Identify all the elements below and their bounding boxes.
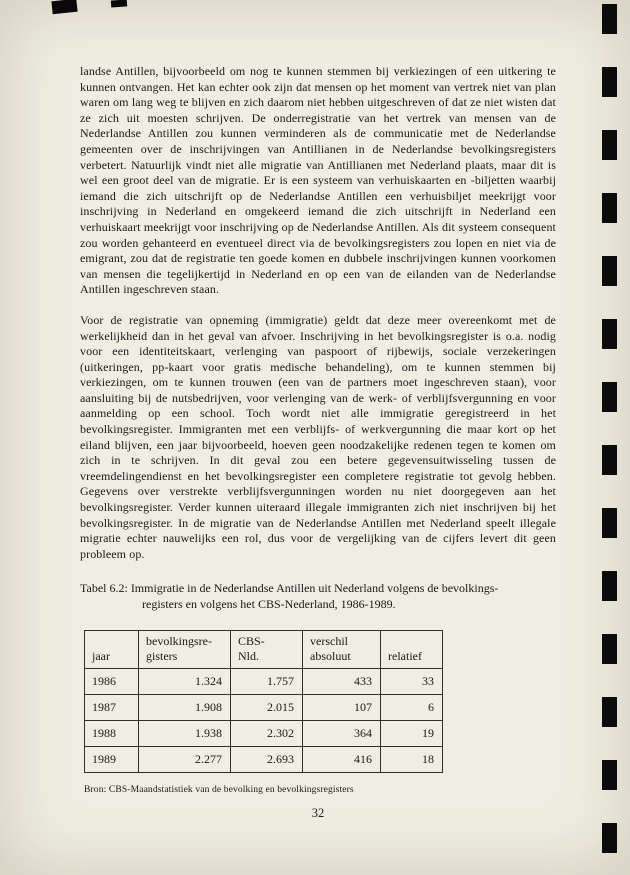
scan-artifact-mark [51, 0, 77, 14]
table-row [85, 746, 443, 772]
page-content [80, 64, 556, 795]
cell-verschil-relatief: 6 [381, 694, 443, 720]
table-caption-line-1: Tabel 6.2: Immigratie in de Nederlandse Antillen uit Nederland volgens de bevolkings- [80, 581, 499, 596]
paragraph-2: Voor de registratie van opneming (immigratie) geldt dat deze meer overeenkomt met de werkelijkheid dan in het geval van afvoer. Inschrijving in het bevolkingsregister is o.a. nodig voor een identiteitskaart, verlenging van paspoort of rijbewijs, sociale verzekeringen (uitkeringen, pp-kaart voor gratis medische behandeling), om te kunnen stemmen bij verkiezingen, om te kunnen trouwen (een van de partners moet ingeschreven staan), voor aansluiting bij de nutsbedrijven, voor verlenging van de werk- of verblijfsvergunning en voor aanmelding op een school. Toch wordt niet alle immigratie geregistreerd in het bevolkingsregister. Immigranten met een verblijfs- of werkvergunning die maar kort op het eiland blijven, een jaar bijvoorbeeld, hoeven geen noodzakelijke redenen tegen te komen om zich in te schrijven. In dit geval zou een betere gegevensuitwisseling tussen de vreemdelingendienst en het bevolkingsregister een completere registratie tot gevolg hebben. Gegevens over verstrekte verblijfsvergunningen worden nu niet doorgegeven aan het bevolkingsregister. Verder kunnen uiteraard illegale immigranten zich niet inschrijven bij het bevolkingsregister. In de migratie van de Nederlandse Antillen met Nederland speelt illegale migratie echter nauwelijks een rol, dus voor de vergelijking van de cijfers levert dit geen probleem op. [80, 312, 556, 561]
cell-cbs-nld: 1.757 [231, 668, 303, 694]
scan-artifact-mark [111, 0, 127, 8]
cell-jaar: 1988 [85, 720, 139, 746]
immigration-table [84, 630, 443, 773]
cell-cbs-nld: 2.302 [231, 720, 303, 746]
cell-bevolkingsregisters: 1.938 [139, 720, 231, 746]
cell-cbs-nld: 2.015 [231, 694, 303, 720]
column-header-jaar: jaar [85, 630, 139, 668]
table-header-row [85, 630, 443, 668]
table-caption [80, 581, 556, 612]
paragraph-1: landse Antillen, bijvoorbeeld om nog te kunnen stemmen bij verkiezingen of een uitkering te kunnen ontvangen. Het kan echter ook zijn dat mensen op het moment van vertrek niet van plan waren om lang weg te blijven en zich daarom niet hebben uitgeschreven of dat ze niet wisten dat ze zich uit moesten schrijven. De onderregistratie van het vertrek van mensen van de Nederlandse Antillen zou kunnen verminderen als de communicatie met de Nederlandse gemeenten over de inschrijvingen van Antillianen in de Nederlandse bevolkingsregisters verbetert. Natuurlijk vindt niet alle migratie van Antillianen met Nederland plaats, maar dit is wel een groot deel van de migratie. Er is een systeem van verhuiskaarten en -biljetten waarbij iemand die zich uitschrijft op de Nederlandse Antillen een verhuisbiljet meekrijgt voor inschrijving in Nederland en omgekeerd iemand die zich uitschrijft in Nederland een verhuiskaart meekrijgt voor inschrijving op de Nederlandse Antillen. Als dit systeem consequent zou worden gehanteerd en eventueel direct via de bevolkingsregisters zou lopen en niet via de emigrant, zou dat de registratie ten goede komen en dubbele inschrijvingen kunnen voorkomen van mensen die tegelijkertijd in Nederland en op een van de eilanden van de Nederlandse Antillen ingeschreven staan. [80, 64, 556, 297]
cell-verschil-relatief: 33 [381, 668, 443, 694]
cell-cbs-nld: 2.693 [231, 746, 303, 772]
column-header-verschil-absoluut: verschil absoluut [303, 630, 381, 668]
column-header-relatief: relatief [381, 630, 443, 668]
column-header-cbs-nld: CBS- Nld. [231, 630, 303, 668]
table-row [85, 668, 443, 694]
cell-verschil-absoluut: 416 [303, 746, 381, 772]
cell-bevolkingsregisters: 1.908 [139, 694, 231, 720]
cell-verschil-relatief: 19 [381, 720, 443, 746]
cell-bevolkingsregisters: 2.277 [139, 746, 231, 772]
cell-jaar: 1986 [85, 668, 139, 694]
column-header-bevolkingsregisters: bevolkingsre- gisters [139, 630, 231, 668]
table-row [85, 694, 443, 720]
table-source-note: Bron: CBS-Maandstatistiek van de bevolking en bevolkingsregisters [84, 783, 354, 795]
cell-bevolkingsregisters: 1.324 [139, 668, 231, 694]
binding-hole-marks [602, 4, 617, 875]
cell-verschil-absoluut: 107 [303, 694, 381, 720]
cell-jaar: 1989 [85, 746, 139, 772]
table-caption-line-2: registers en volgens het CBS-Nederland, 1986-1989. [142, 597, 396, 611]
cell-verschil-absoluut: 364 [303, 720, 381, 746]
cell-verschil-relatief: 18 [381, 746, 443, 772]
table-row [85, 720, 443, 746]
page-number: 32 [311, 806, 325, 820]
cell-jaar: 1987 [85, 694, 139, 720]
cell-verschil-absoluut: 433 [303, 668, 381, 694]
